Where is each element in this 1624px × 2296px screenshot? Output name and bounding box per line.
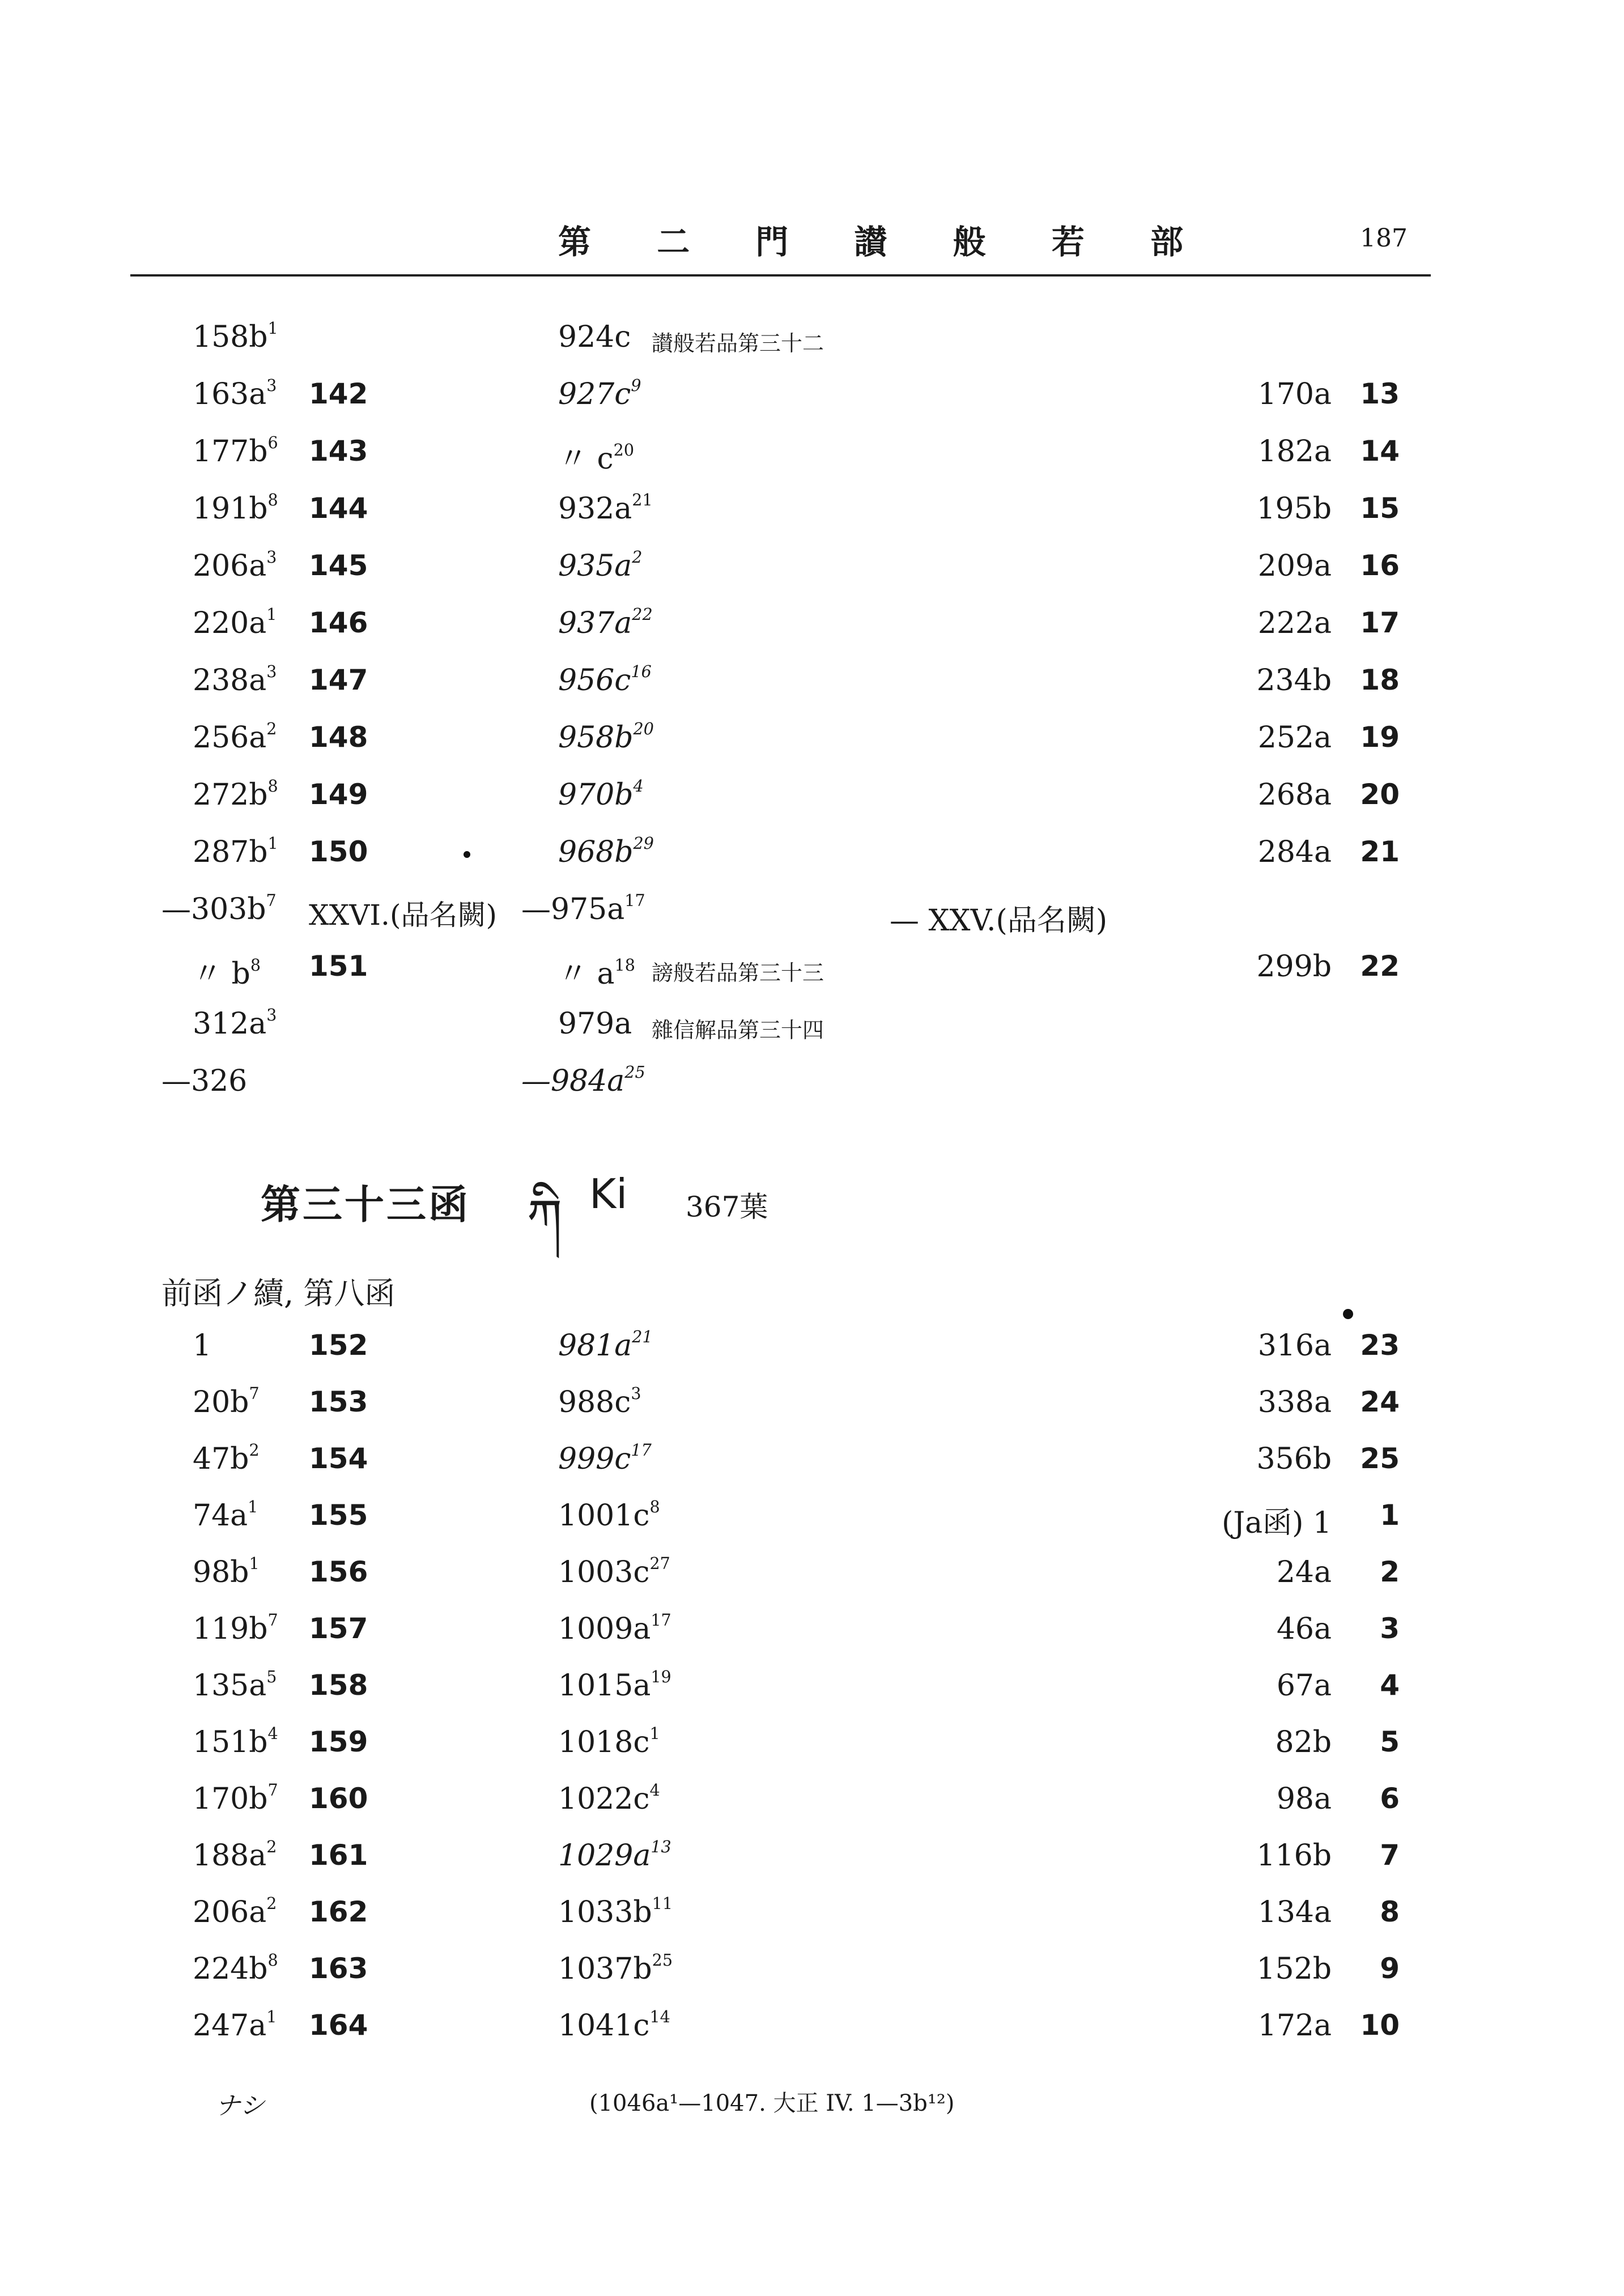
col-number: 147 bbox=[309, 664, 368, 696]
col-index: 1 bbox=[1380, 1499, 1400, 1532]
col-index: 21 bbox=[1360, 835, 1400, 868]
col-number: 144 bbox=[309, 492, 368, 525]
col-folio: 268a bbox=[1257, 778, 1332, 812]
col-folio: 222a bbox=[1257, 606, 1332, 640]
col-taisho-ref: $956c^{16}$ bbox=[558, 662, 652, 698]
col-start-page: $98b^1$ bbox=[193, 1554, 260, 1589]
tibetan-letter: ཀི bbox=[527, 1188, 562, 1247]
col-folio: 316a bbox=[1257, 1329, 1332, 1363]
col-start-page: $151b^4$ bbox=[193, 1724, 278, 1759]
col-start-page: $47b^2$ bbox=[193, 1440, 260, 1476]
col-number: 164 bbox=[309, 2009, 368, 2042]
col-number: 149 bbox=[309, 778, 368, 811]
col-index: 18 bbox=[1360, 664, 1400, 696]
col-start-page: $170b^7$ bbox=[193, 1780, 278, 1816]
col-start-page: $20b^7$ bbox=[193, 1384, 260, 1419]
col-start-page: $206a^3$ bbox=[193, 547, 277, 583]
col-number: 148 bbox=[309, 721, 368, 754]
col-folio: 116b bbox=[1256, 1839, 1332, 1873]
col-start-page: 〃 $b^8$ bbox=[193, 955, 261, 991]
col-index: 8 bbox=[1380, 1895, 1400, 1928]
col-folio: 284a bbox=[1257, 835, 1332, 869]
page-header-title: 第 二 門 讃 般 若 部 bbox=[558, 223, 1211, 261]
col-taisho-ref: 979a bbox=[558, 1007, 632, 1041]
col-index: 6 bbox=[1380, 1782, 1400, 1815]
col-taisho-ref: 〃 $c^{20}$ bbox=[558, 440, 635, 476]
header-rule bbox=[130, 274, 1431, 277]
chapter-note: 謗般若品第三十三 bbox=[652, 960, 824, 985]
col-start-page: $256a^2$ bbox=[193, 719, 277, 755]
col-start-page: $158b^1$ bbox=[193, 318, 278, 354]
col-folio: (Ja函) 1 bbox=[1221, 1506, 1332, 1540]
col-taisho-ref: $958b^{20}$ bbox=[558, 719, 654, 755]
col-taisho-ref: $—984a^{25}$ bbox=[521, 1062, 645, 1098]
col-taisho-ref: $999c^{17}$ bbox=[558, 1440, 652, 1476]
col-index: 17 bbox=[1360, 606, 1400, 639]
col-index: 2 bbox=[1380, 1555, 1400, 1588]
col-folio: 182a bbox=[1257, 435, 1332, 469]
chapter-note: 雜信解品第三十四 bbox=[652, 1018, 824, 1043]
col-taisho-ref: $—975a^{17}$ bbox=[521, 891, 645, 926]
col-start-page: —326 bbox=[161, 1064, 248, 1098]
col-start-page: $119b^7$ bbox=[193, 1610, 278, 1646]
col-number: 157 bbox=[309, 1612, 368, 1645]
col-index: 10 bbox=[1360, 2009, 1400, 2042]
col-taisho-ref: 924c bbox=[558, 320, 631, 354]
col-number: 155 bbox=[309, 1499, 368, 1532]
col-folio: 98a bbox=[1276, 1782, 1332, 1816]
col-number: 162 bbox=[309, 1895, 368, 1928]
chapter-note: 讃般若品第三十二 bbox=[652, 331, 824, 356]
col-taisho-ref: $981a^{21}$ bbox=[558, 1327, 653, 1363]
col-folio: 134a bbox=[1257, 1895, 1332, 1929]
col-index: 4 bbox=[1380, 1669, 1400, 1702]
col-folio: 252a bbox=[1257, 721, 1332, 755]
footer-left: ナシ bbox=[215, 2091, 265, 2120]
col-number: 156 bbox=[309, 1555, 368, 1588]
col-start-page: $177b^6$ bbox=[193, 433, 278, 469]
col-number: 151 bbox=[309, 950, 368, 983]
col-taisho-ref: 〃 $a^{18}$ bbox=[558, 955, 635, 991]
col-start-page: $135a^5$ bbox=[193, 1667, 277, 1703]
col-index: 9 bbox=[1380, 1952, 1400, 1985]
col-start-page: $238a^3$ bbox=[193, 662, 277, 698]
col-folio: 209a bbox=[1257, 549, 1332, 583]
col-start-page: 1 bbox=[193, 1329, 212, 1363]
col-start-page: $188a^2$ bbox=[193, 1837, 277, 1873]
col-number: 145 bbox=[309, 549, 368, 582]
col-taisho-ref: $1001c^8$ bbox=[558, 1497, 660, 1533]
footer-reference: (1046a¹—1047. 大正 IV. 1—3b¹²) bbox=[589, 2090, 955, 2116]
section-title: 第三十三函 bbox=[261, 1181, 470, 1228]
col-start-page: $191b^8$ bbox=[193, 490, 278, 526]
col-folio: 46a bbox=[1276, 1612, 1332, 1646]
col-index: 5 bbox=[1380, 1725, 1400, 1758]
xxv-note: — XXV.(品名闕) bbox=[890, 904, 1108, 938]
col-taisho-ref: $970b^4$ bbox=[558, 776, 644, 812]
col-index: 14 bbox=[1360, 435, 1400, 467]
col-number: 158 bbox=[309, 1669, 368, 1702]
section-leaves: 367葉 bbox=[686, 1190, 768, 1223]
col-taisho-ref: $1003c^{27}$ bbox=[558, 1554, 670, 1589]
col-folio: 82b bbox=[1275, 1725, 1332, 1759]
col-index: 16 bbox=[1360, 549, 1400, 582]
col-start-page: $—303b^7$ bbox=[161, 891, 277, 926]
page-number: 187 bbox=[1360, 224, 1408, 253]
col-index: 7 bbox=[1380, 1839, 1400, 1872]
col-number: 143 bbox=[309, 435, 368, 467]
col-folio: 195b bbox=[1256, 492, 1332, 526]
col-taisho-ref: $1022c^4$ bbox=[558, 1780, 660, 1816]
col-number: 160 bbox=[309, 1782, 368, 1815]
col-taisho-ref: $1041c^{14}$ bbox=[558, 2007, 670, 2043]
col-number: 159 bbox=[309, 1725, 368, 1758]
col-number: 163 bbox=[309, 1952, 368, 1985]
col-taisho-ref: $935a^2$ bbox=[558, 547, 643, 583]
col-taisho-ref: $937a^{22}$ bbox=[558, 605, 653, 640]
col-taisho-ref: $988c^3$ bbox=[558, 1384, 641, 1419]
col-folio: 338a bbox=[1257, 1385, 1332, 1419]
continuation-note: 前函ノ續, 第八函 bbox=[161, 1275, 396, 1311]
col-index: 19 bbox=[1360, 721, 1400, 754]
col-number: 152 bbox=[309, 1329, 368, 1362]
col-taisho-ref: $1033b^{11}$ bbox=[558, 1894, 673, 1929]
col-taisho-ref: $927c^9$ bbox=[558, 376, 641, 411]
col-start-page: $220a^1$ bbox=[193, 605, 277, 640]
col-start-page: $163a^3$ bbox=[193, 376, 277, 411]
col-start-page: $224b^8$ bbox=[193, 1950, 278, 1986]
col-start-page: $287b^1$ bbox=[193, 834, 278, 869]
col-taisho-ref: $1018c^1$ bbox=[558, 1724, 660, 1759]
col-folio: 67a bbox=[1276, 1669, 1332, 1703]
col-start-page: $272b^8$ bbox=[193, 776, 278, 812]
col-index: 22 bbox=[1360, 950, 1400, 983]
col-index: 24 bbox=[1360, 1385, 1400, 1418]
col-taisho-ref: $1037b^{25}$ bbox=[558, 1950, 673, 1986]
ink-speck bbox=[464, 851, 470, 858]
col-folio: 234b bbox=[1256, 664, 1332, 698]
section-roman: Ki bbox=[589, 1170, 628, 1218]
col-taisho-ref: $932a^{21}$ bbox=[558, 490, 653, 526]
col-start-page: $206a^2$ bbox=[193, 1894, 277, 1929]
col-start-page: $312a^3$ bbox=[193, 1005, 277, 1041]
col-number: 161 bbox=[309, 1839, 368, 1872]
col-folio: 356b bbox=[1256, 1442, 1332, 1476]
col-number: 154 bbox=[309, 1442, 368, 1475]
col-number: 146 bbox=[309, 606, 368, 639]
col-index: 20 bbox=[1360, 778, 1400, 811]
col-index: 25 bbox=[1360, 1442, 1400, 1475]
col-taisho-ref: $968b^{29}$ bbox=[558, 834, 654, 869]
col-start-page: $247a^1$ bbox=[193, 2007, 277, 2043]
col-taisho-ref: $1029a^{13}$ bbox=[558, 1837, 671, 1873]
col-index: 3 bbox=[1380, 1612, 1400, 1645]
col-index: 23 bbox=[1360, 1329, 1400, 1362]
col-start-page: $74a^1$ bbox=[193, 1497, 258, 1533]
col-taisho-ref: $1015a^{19}$ bbox=[558, 1667, 671, 1703]
col-folio: 172a bbox=[1257, 2009, 1332, 2043]
col-folio: 299b bbox=[1256, 950, 1332, 984]
col-taisho-ref: $1009a^{17}$ bbox=[558, 1610, 671, 1646]
col-number: 153 bbox=[309, 1385, 368, 1418]
col-number: 150 bbox=[309, 835, 368, 868]
col-number: XXVI.(品名闕) bbox=[309, 899, 497, 932]
ink-speck bbox=[1343, 1309, 1353, 1319]
col-folio: 170a bbox=[1257, 377, 1332, 411]
col-index: 13 bbox=[1360, 377, 1400, 410]
col-index: 15 bbox=[1360, 492, 1400, 525]
col-number: 142 bbox=[309, 377, 368, 410]
col-folio: 24a bbox=[1276, 1555, 1332, 1589]
col-folio: 152b bbox=[1256, 1952, 1332, 1986]
